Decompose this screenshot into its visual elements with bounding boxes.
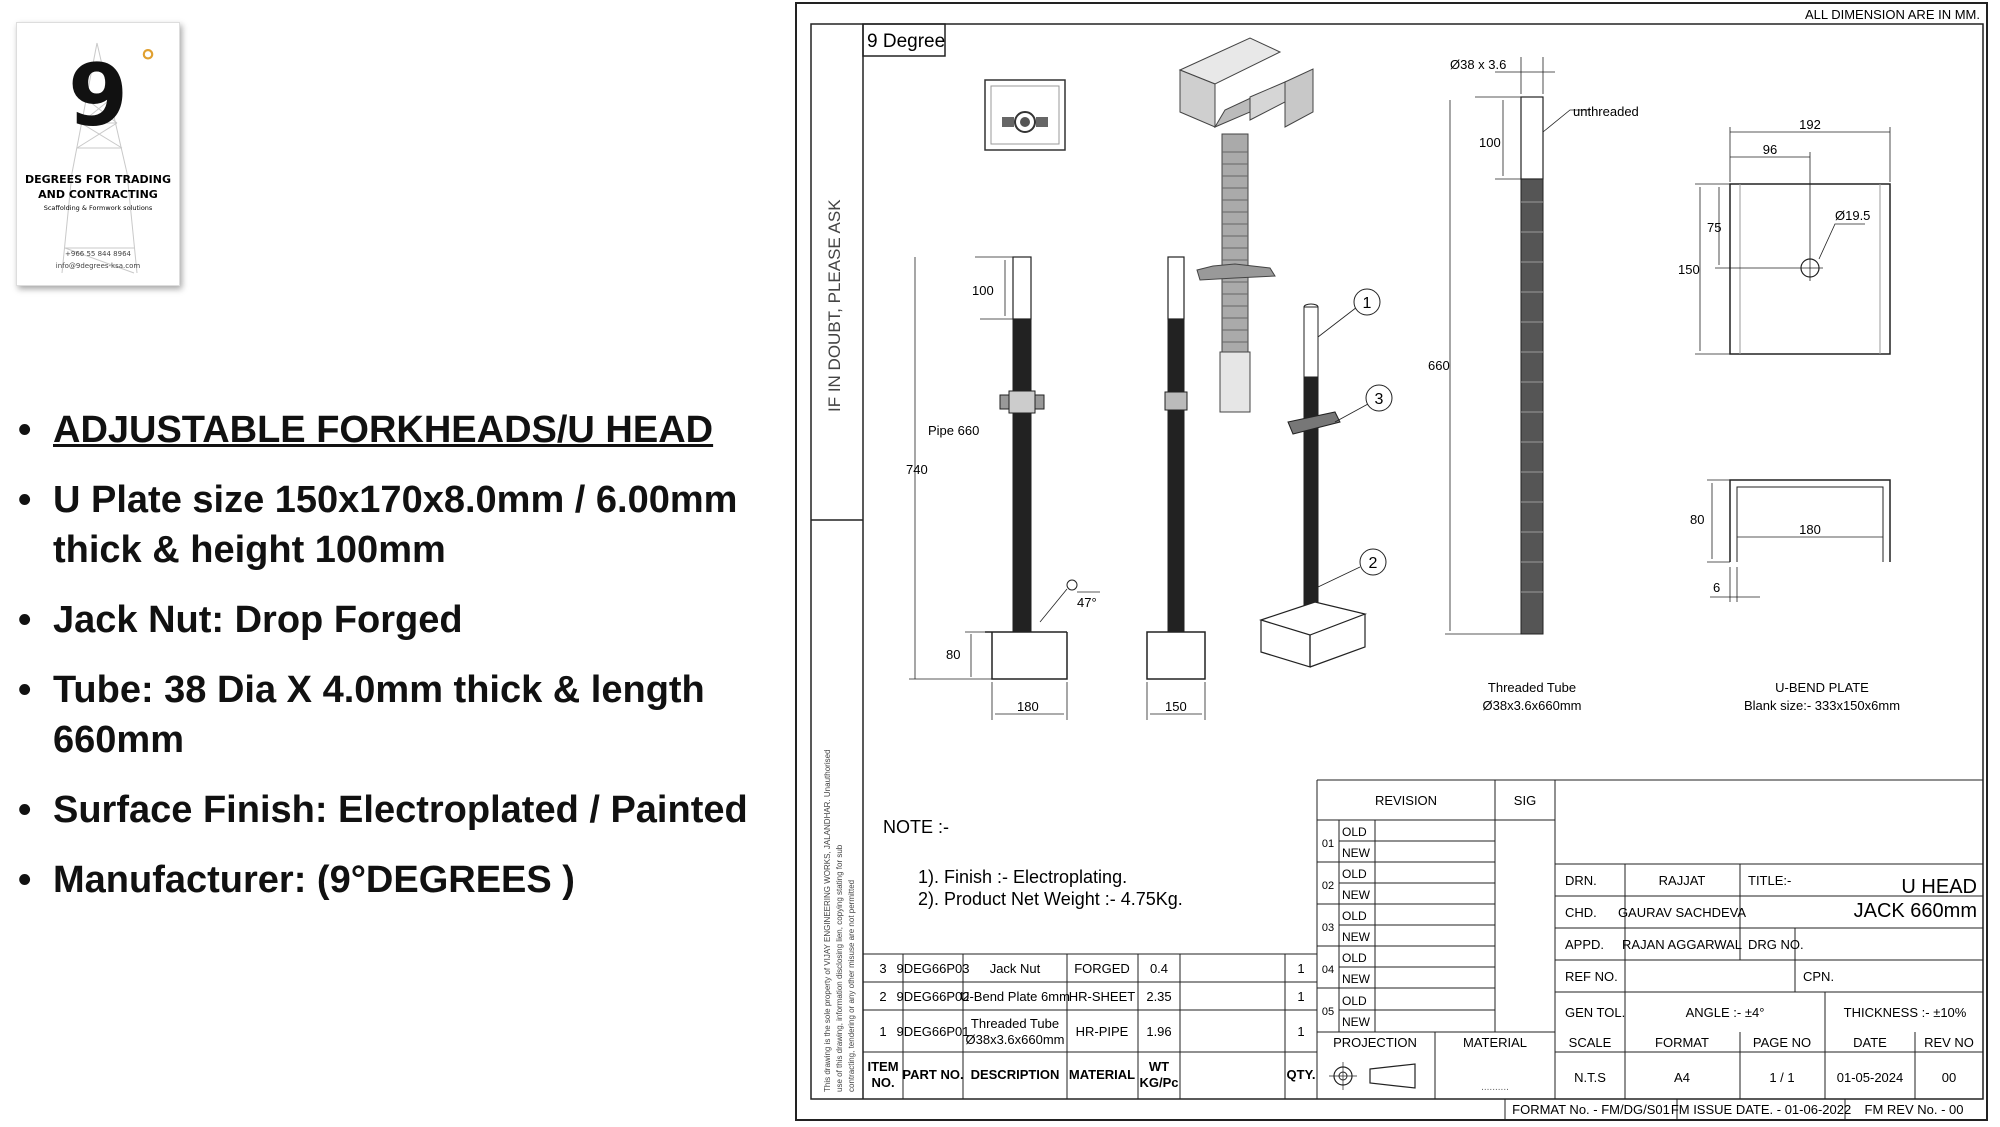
bom-material: HR-SHEET: [1068, 989, 1136, 1004]
dim-80-plate: 80: [1690, 512, 1705, 527]
bom-desc-2: Ø38x3.6x660mm: [965, 1032, 1065, 1047]
revision-num: 04: [1321, 964, 1335, 976]
dim-hole: Ø19.5: [1835, 208, 1871, 223]
balloon-1: 1: [1362, 295, 1372, 312]
bom-material: HR-PIPE: [1075, 1024, 1129, 1039]
dimension-note: ALL DIMENSION ARE IN MM.: [1804, 7, 1980, 22]
spec-item-manufacturer: • Manufacturer: (9°DEGREES ): [18, 855, 798, 905]
side-warning: IF IN DOUBT, PLEASE ASK: [825, 199, 844, 412]
tb-scale-value: N.T.S: [1574, 1070, 1606, 1085]
spec-item-jack-nut: • Jack Nut: Drop Forged: [18, 595, 798, 645]
revision-header: REVISION: [1374, 793, 1438, 808]
revision-new: NEW: [1342, 1015, 1370, 1029]
dim-150-plate: 150: [1678, 262, 1700, 277]
spec-item-title: • ADJUSTABLE FORKHEADS/U HEAD: [18, 405, 798, 455]
spec-list: [18, 405, 798, 925]
dim-180-front: 180: [1017, 699, 1039, 714]
tb-date-value: 01-05-2024: [1836, 1070, 1904, 1085]
tb-appd: RAJAN AGGARWAL: [1622, 937, 1742, 952]
tb-appd-label: APPD.: [1565, 937, 1605, 952]
tb-material-value: ..........: [1481, 1082, 1509, 1093]
revision-old: OLD: [1342, 909, 1367, 923]
bom-header-item: ITEM: [867, 1059, 899, 1074]
revision-num: 05: [1321, 1006, 1335, 1018]
tb-chd: GAURAV SACHDEVA: [1617, 905, 1747, 920]
bom-desc: Jack Nut: [989, 961, 1041, 976]
dim-96: 96: [1762, 142, 1778, 157]
tb-page: PAGE NO: [1752, 1035, 1812, 1050]
side-property-2: use of this drawing, information disclosing lien, copying stating for sub: [835, 844, 844, 1092]
spec-item-finish: • Surface Finish: Electroplated / Painted: [18, 785, 798, 835]
spec-item-tube: • Tube: 38 Dia X 4.0mm thick & length 660mm: [18, 665, 798, 765]
revision-num: 02: [1321, 880, 1335, 892]
footer-issue-date: FM ISSUE DATE. - 01-06-2022: [1670, 1102, 1852, 1117]
bom-header-wt-2: KG/Pc: [1139, 1075, 1179, 1090]
bom-wt: 1.96: [1146, 1024, 1172, 1039]
notes-title: NOTE :-: [883, 817, 949, 837]
company-logo-card: [16, 22, 180, 286]
label-unthreaded: unthreaded: [1573, 104, 1639, 119]
bom-item: 2: [879, 989, 887, 1004]
tb-angle-tol: ANGLE :- ±4°: [1685, 1005, 1765, 1020]
bom-wt: 2.35: [1146, 989, 1172, 1004]
tb-gentol-label: GEN TOL.: [1565, 1005, 1626, 1020]
revision-new: NEW: [1342, 888, 1370, 902]
tb-drg-label: DRG NO.: [1748, 937, 1804, 952]
logo-tagline: Scaffolding & Formwork solutions: [43, 204, 153, 212]
caption-tube-title: Threaded Tube: [1487, 680, 1577, 695]
bom-part: 9DEG66P02: [896, 989, 970, 1004]
revision-new: NEW: [1342, 930, 1370, 944]
revision-old: OLD: [1342, 951, 1367, 965]
balloon-3: 3: [1374, 391, 1384, 408]
tb-rev: REV NO: [1924, 1035, 1974, 1050]
logo-company-line2: AND CONTRACTING: [38, 188, 158, 201]
tb-format: FORMAT: [1655, 1035, 1709, 1050]
dim-150-side: 150: [1165, 699, 1187, 714]
bom-header-material: MATERIAL: [1068, 1067, 1136, 1082]
engineering-drawing: [795, 2, 1988, 1122]
bom-qty: 1: [1297, 989, 1305, 1004]
side-property-1: This drawing is the sole property of VIJAY ENGINEERING WORKS, JALANDHAR. Unauthorised: [823, 749, 832, 1092]
tb-title-label: TITLE:-: [1748, 873, 1792, 888]
logo-email: info@9degrees-ksa.com: [55, 262, 141, 270]
tb-format-value: A4: [1674, 1070, 1690, 1085]
bom-wt: 0.4: [1149, 961, 1169, 976]
note-line-1: 1). Finish :- Electroplating.: [918, 867, 1128, 887]
tb-rev-value: 00: [1941, 1070, 1957, 1085]
dim-tube-dia: Ø38 x 3.6: [1450, 57, 1507, 72]
footer-fm-rev: FM REV No. - 00: [1864, 1102, 1964, 1117]
tb-thickness-tol: THICKNESS :- ±10%: [1843, 1005, 1967, 1020]
bom-qty: 1: [1297, 1024, 1305, 1039]
tb-date: DATE: [1853, 1035, 1887, 1050]
dim-pipe-660: Pipe 660: [928, 423, 980, 438]
bom-part: 9DEG66P01: [896, 1024, 970, 1039]
bom-material: FORGED: [1074, 961, 1130, 976]
dim-80-front: 80: [946, 647, 961, 662]
bom-item: 3: [879, 961, 887, 976]
revision-num: 01: [1321, 838, 1335, 850]
brand-box-label: 9 Degree: [867, 31, 946, 52]
logo-degree: °: [139, 43, 157, 83]
bom-item: 1: [879, 1024, 887, 1039]
tb-projection: PROJECTION: [1333, 1035, 1417, 1050]
tb-title-2: JACK 660mm: [1853, 900, 1977, 922]
dim-100-tube: 100: [1479, 135, 1501, 150]
logo-company-line1: DEGREES FOR TRADING: [24, 173, 172, 186]
dim-6: 6: [1713, 580, 1721, 595]
logo-phone: +966 55 844 8964: [65, 250, 131, 258]
tb-title-1: U HEAD: [1901, 876, 1977, 898]
tb-ref-label: REF NO.: [1565, 969, 1618, 984]
dim-660: 660: [1428, 358, 1450, 373]
tb-material: MATERIAL: [1462, 1035, 1528, 1050]
revision-num: 03: [1321, 922, 1335, 934]
side-property-3: contracting, tendering or any other misuse are not permitted: [847, 879, 856, 1092]
drawing-sheet: [795, 2, 1988, 1122]
bom-part: 9DEG66P03: [896, 961, 970, 976]
bom-header-wt: WT: [1148, 1059, 1170, 1074]
tb-drn-label: DRN.: [1565, 873, 1597, 888]
caption-plate-title: U-BEND PLATE: [1775, 680, 1869, 695]
dim-100-front: 100: [972, 283, 994, 298]
bom-header-desc: DESCRIPTION: [970, 1067, 1060, 1082]
revision-new: NEW: [1342, 972, 1370, 986]
bom-header-qty: QTY.: [1286, 1067, 1316, 1082]
dim-740: 740: [906, 462, 928, 477]
dim-180-plate: 180: [1799, 522, 1821, 537]
revision-old: OLD: [1342, 867, 1367, 881]
caption-tube-sub: Ø38x3.6x660mm: [1482, 698, 1582, 713]
bom-desc: Threaded Tube: [970, 1016, 1060, 1031]
note-line-2: 2). Product Net Weight :- 4.75Kg.: [918, 889, 1183, 909]
tb-cpn-label: CPN.: [1803, 969, 1835, 984]
logo-mark: 9: [68, 46, 128, 146]
tb-scale: SCALE: [1568, 1035, 1612, 1050]
bom-desc: U-Bend Plate 6mm: [960, 989, 1070, 1004]
tb-chd-label: CHD.: [1565, 905, 1597, 920]
caption-plate-sub: Blank size:- 333x150x6mm: [1743, 698, 1901, 713]
dim-75: 75: [1707, 220, 1722, 235]
balloon-2: 2: [1368, 555, 1378, 572]
dim-192: 192: [1799, 117, 1821, 132]
footer-format-no: FORMAT No. - FM/DG/S01: [1512, 1102, 1670, 1117]
bom-header-part: PART NO.: [902, 1067, 964, 1082]
bom-header-item-2: NO.: [871, 1075, 895, 1090]
revision-old: OLD: [1342, 825, 1367, 839]
bom-qty: 1: [1297, 961, 1305, 976]
revision-old: OLD: [1342, 994, 1367, 1008]
revision-sig: SIG: [1513, 793, 1537, 808]
dim-angle: 47°: [1077, 595, 1097, 610]
tb-page-value: 1 / 1: [1769, 1070, 1795, 1085]
tb-drn: RAJJAT: [1658, 873, 1706, 888]
spec-item-u-plate: • U Plate size 150x170x8.0mm / 6.00mm thick & height 100mm: [18, 475, 798, 575]
revision-new: NEW: [1342, 846, 1370, 860]
